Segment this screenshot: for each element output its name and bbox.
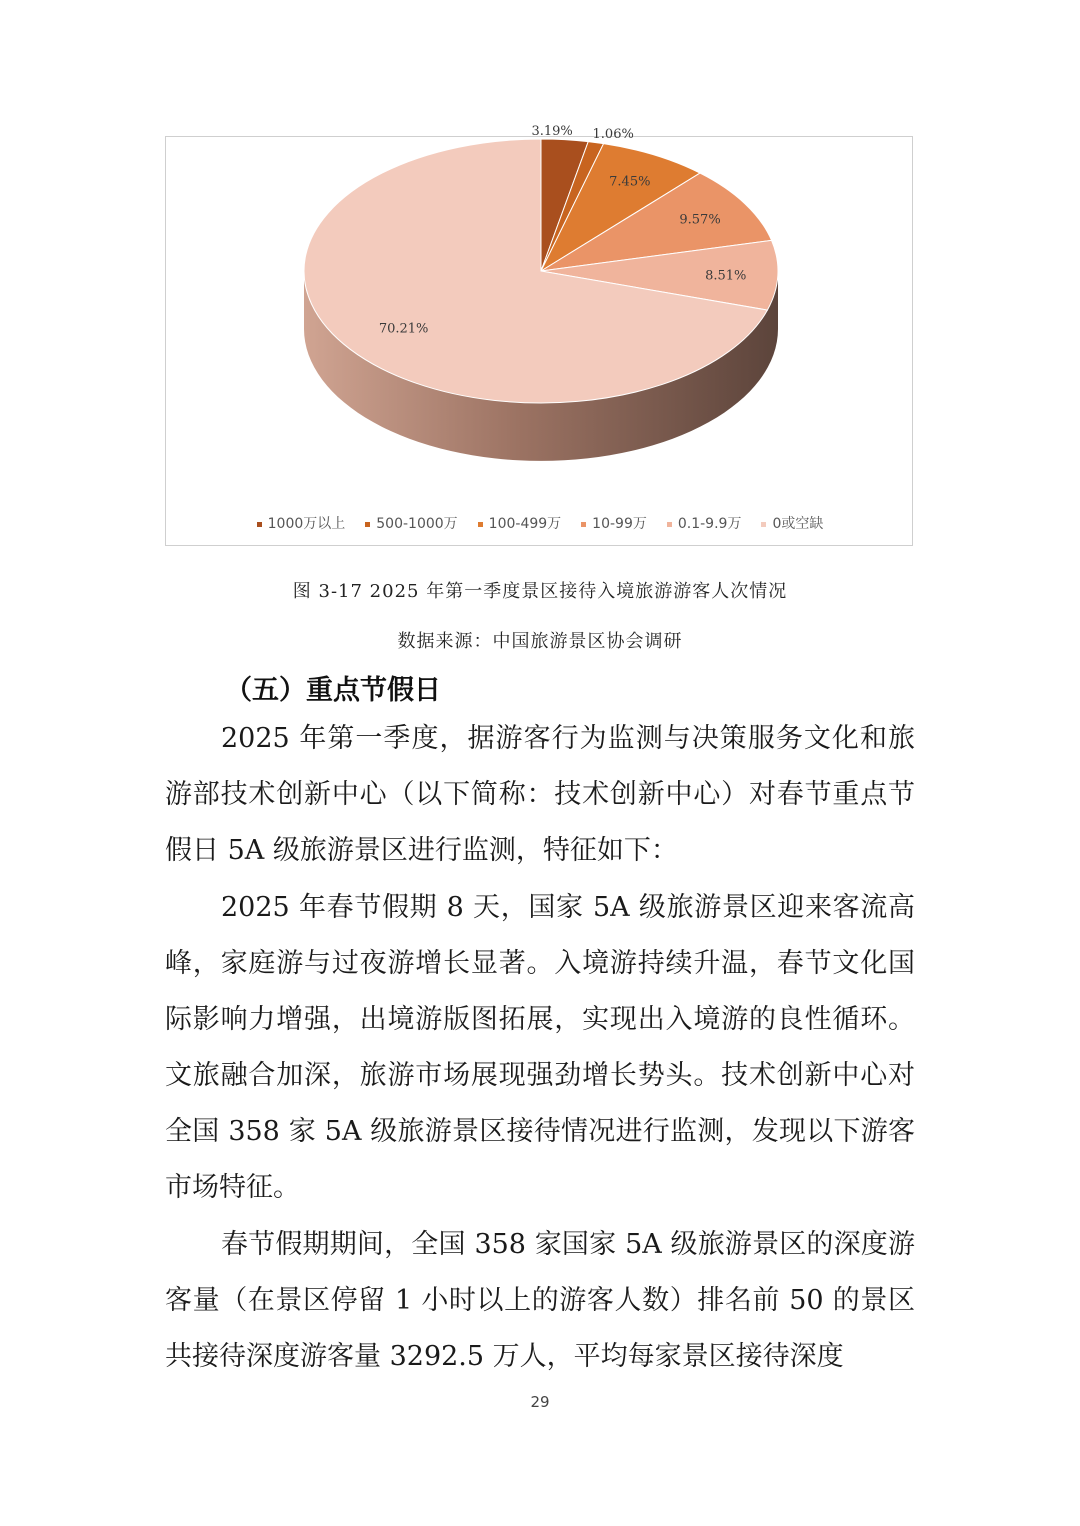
legend-swatch (581, 522, 586, 527)
pie-data-label: 9.57% (679, 212, 721, 228)
legend-item (761, 513, 823, 533)
chart-legend (166, 513, 914, 533)
legend-item (581, 513, 647, 533)
pie-data-label: 7.45% (609, 174, 651, 190)
legend-label: 0或空缺 (772, 516, 824, 532)
pie-chart-svg (166, 123, 914, 507)
pie-data-label: 8.51% (705, 268, 747, 284)
legend-swatch (257, 522, 262, 527)
legend-label: 0.1-9.9万 (677, 516, 742, 532)
legend-label: 100-499万 (488, 516, 562, 532)
legend-item (365, 513, 457, 533)
legend-label: 500-1000万 (376, 516, 458, 532)
paragraph: 2025 年春节假期 8 天，国家 5A 级旅游景区迎来客流高峰，家庭游与过夜游增长显著。入境游持续升温，春节文化国际影响力增强，出境游版图拓展，实现出入境游的良性循环。文旅融合加深，旅游市场展现强劲增长势头。技术创新中心对全国 358 家 5A 级旅游景区接待情况进行监测，发现以下游客市场特征。 (165, 892, 915, 1203)
paragraph: 2025 年第一季度，据游客行为监测与决策服务文化和旅游部技术创新中心（以下简称：技术创新中心）对春节重点节假日 5A 级旅游景区进行监测，特征如下： (165, 723, 915, 866)
legend-item (478, 513, 562, 533)
pie-chart (165, 123, 913, 546)
legend-item (257, 513, 346, 533)
legend-swatch (478, 522, 483, 527)
page-number: 29 (530, 1393, 550, 1411)
legend-swatch (365, 522, 370, 527)
section-heading: （五）重点节假日 (225, 675, 441, 706)
paragraph: 春节假期期间，全国 358 家国家 5A 级旅游景区的深度游客量（在景区停留 1 小时以上的游客人数）排名前 50 的景区共接待深度游客量 3292.5 万人，平均每家景区接待深度 (165, 1229, 915, 1372)
legend-label: 1000万以上 (267, 516, 346, 532)
legend-swatch (667, 522, 672, 527)
figure-caption: 图 3-17 2025 年第一季度景区接待入境旅游游客人次情况 (292, 581, 788, 602)
pie-data-label: 70.21% (378, 321, 429, 337)
legend-label: 10-99万 (592, 516, 647, 532)
pie-data-label: 3.19% (531, 123, 573, 139)
figure-source: 数据来源：中国旅游景区协会调研 (397, 631, 683, 652)
pie-data-label: 1.06% (592, 126, 634, 142)
legend-item (667, 513, 742, 533)
legend-swatch (761, 522, 766, 527)
